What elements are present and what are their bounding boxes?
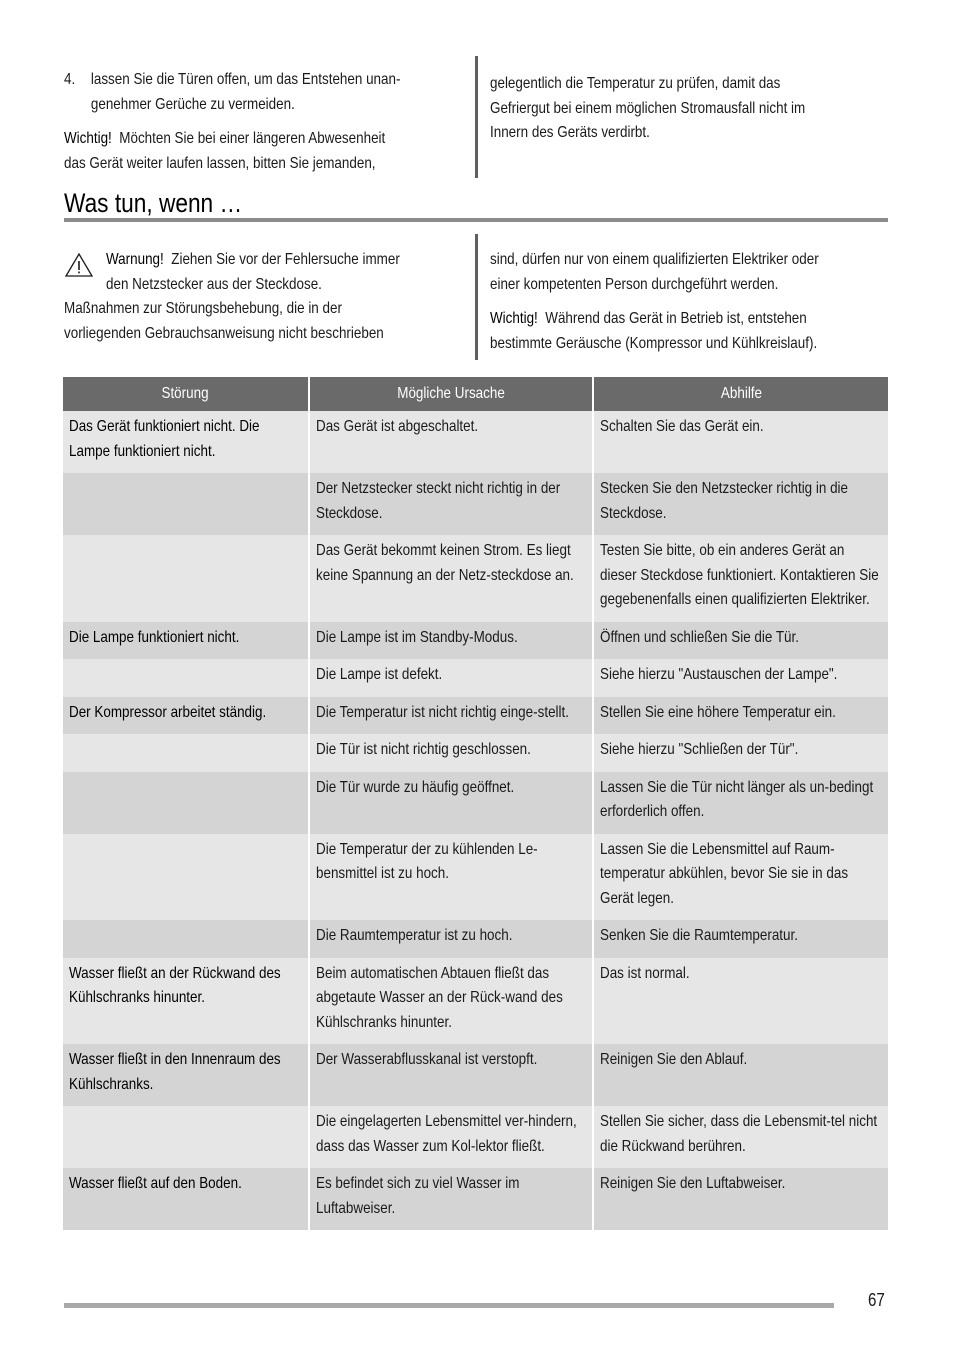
remedy-cell-text: Stellen Sie sicher, dass die Lebensmit-tel nicht die Rückwand berühren. [600,1113,878,1155]
remedy-cell-text: Stellen Sie eine höhere Temperatur ein. [600,703,836,721]
cause-cell [309,411,593,473]
important-text: das Gerät weiter laufen lassen, bitten Sie jemanden, [64,154,376,172]
remedy-cell [593,535,888,622]
problem-cell [63,772,309,834]
table-row [63,734,888,772]
table-row [63,473,888,535]
problem-cell [63,659,309,697]
problem-cell-text: Wasser fließt auf den Boden. [69,1175,242,1192]
problem-cell [63,473,309,535]
cause-cell [309,697,593,735]
cause-cell-text: Die Tür wurde zu häufig geöffnet. [316,778,515,796]
warning-line: Maßnahmen zur Störungsbehebung, die in der [64,300,342,317]
table-body [63,411,888,1230]
remedy-cell-text: Lassen Sie die Lebensmittel auf Raum-temperatur abkühlen, bevor Sie sie in das Gerät legen. [600,840,849,907]
page-number: 67 [868,1290,885,1310]
body-text: Innern des Geräts verdirbt. [490,124,650,141]
table-header-row [63,377,888,411]
problem-cell [63,958,309,1045]
table-row [63,1044,888,1106]
remedy-cell-text: Öffnen und schließen Sie die Tür. [600,628,799,646]
remedy-cell [593,1044,888,1106]
intro-left-column [64,68,460,176]
cause-cell [309,958,593,1045]
problem-cell [63,697,309,735]
problem-cell-text: Wasser fließt in den Innenraum des Kühlschranks. [69,1051,281,1093]
column-header-stoerung: Störung [63,377,309,411]
table-row [63,772,888,834]
cause-cell-text: Die eingelagerten Lebensmittel ver-hindern, dass das Wasser zum Kol-lektor fließt. [316,1113,577,1155]
cause-cell [309,772,593,834]
problem-cell [63,920,309,958]
problem-cell [63,622,309,660]
cause-cell-text: Die Tür ist nicht richtig geschlossen. [316,741,531,758]
section-title: Was tun, wenn … [64,188,243,218]
warning-line: den Netzstecker aus der Steckdose. [106,275,322,293]
cause-cell-text: Die Lampe ist im Standby-Modus. [316,628,518,646]
cause-cell-text: Die Temperatur der zu kühlenden Le-bensmittel ist zu hoch. [316,840,538,882]
problem-cell [63,734,309,772]
list-item-number: 4. [64,71,76,88]
important-label: Wichtig! [64,130,112,147]
remedy-cell-text: Lassen Sie die Tür nicht länger als un-bedingt erforderlich offen. [600,778,874,820]
body-text: Gefriergut bei einem möglichen Stromausfall nicht im [490,99,806,117]
warning-line: einer kompetenten Person durchgeführt werden. [490,275,779,293]
warning-line: sind, dürfen nur von einem qualifizierten Elektriker oder [490,251,819,268]
warning-label: Warnung! [106,251,164,268]
table-row [63,535,888,622]
warning-line: vorliegenden Gebrauchsanweisung nicht beschrieben [64,324,384,342]
remedy-cell [593,772,888,834]
important-label: Wichtig! [490,310,538,327]
warning-block [64,248,536,346]
remedy-cell [593,958,888,1045]
problem-cell [63,1044,309,1106]
body-text: gelegentlich die Temperatur zu prüfen, damit das [490,75,781,92]
cause-cell-text: Das Gerät ist abgeschaltet. [316,418,479,435]
cause-cell-text: Der Netzstecker steckt nicht richtig in der Steckdose. [316,480,561,522]
list-item-text: genehmer Gerüche zu vermeiden. [90,95,295,113]
table-row [63,1168,888,1230]
cause-cell [309,1168,593,1230]
cause-cell-text: Der Wasserabflusskanal ist verstopft. [316,1051,538,1068]
warning-line: Ziehen Sie vor der Fehlersuche immer [171,251,400,268]
remedy-cell-text: Senken Sie die Raumtemperatur. [600,927,798,944]
list-item-text: lassen Sie die Türen offen, um das Entstehen unan- [90,71,401,88]
remedy-cell-text: Siehe hierzu "Schließen der Tür". [600,741,799,758]
section-title-rule [64,218,888,222]
cause-cell [309,659,593,697]
remedy-cell [593,411,888,473]
important-text: Während das Gerät in Betrieb ist, entstehen [545,310,807,327]
remedy-cell-text: Reinigen Sie den Ablauf. [600,1051,748,1068]
remedy-cell-text: Siehe hierzu "Austauschen der Lampe". [600,666,838,683]
problem-cell [63,411,309,473]
cause-cell-text: Es befindet sich zu viel Wasser im Luftabweiser. [316,1175,520,1217]
cause-cell-text: Die Raumtemperatur ist zu hoch. [316,927,513,944]
table-row [63,697,888,735]
problem-cell [63,834,309,921]
problem-cell [63,535,309,622]
cause-cell [309,1044,593,1106]
column-header-abhilfe: Abhilfe [593,377,888,411]
table-row [63,958,888,1045]
warning-text [64,248,460,273]
remedy-cell [593,622,888,660]
problem-cell-text: Die Lampe funktioniert nicht. [69,628,240,646]
column-header-ursache: Mögliche Ursache [309,377,593,411]
table-row [63,411,888,473]
intro-right-column [490,72,886,146]
list-item [64,68,460,117]
remedy-cell [593,473,888,535]
footer-rule [64,1303,834,1308]
cause-cell [309,473,593,535]
table-row [63,659,888,697]
remedy-cell [593,659,888,697]
remedy-cell [593,734,888,772]
remedy-cell [593,697,888,735]
cause-cell-text: Beim automatischen Abtauen fließt das abgetaute Wasser an der Rück-wand des Kühlschranks hinunter. [316,964,563,1031]
problem-cell [63,1106,309,1168]
problem-cell [63,1168,309,1230]
table-row [63,834,888,921]
troubleshooting-table [63,377,888,1230]
cause-cell [309,734,593,772]
remedy-cell-text: Schalten Sie das Gerät ein. [600,418,764,435]
important-text: bestimmte Geräusche (Kompressor und Kühlkreislauf). [490,334,818,352]
cause-cell [309,834,593,921]
cause-cell [309,920,593,958]
remedy-cell-text: Stecken Sie den Netzstecker richtig in die Steckdose. [600,480,849,522]
cause-cell [309,622,593,660]
remedy-cell [593,834,888,921]
cause-cell-text: Die Lampe ist defekt. [316,666,443,683]
remedy-cell [593,1168,888,1230]
table-row [63,920,888,958]
column-separator [475,56,478,178]
important-note [64,127,460,152]
warning-right-column [490,248,886,356]
problem-cell-text: Der Kompressor arbeitet ständig. [69,703,267,721]
cause-cell-text: Die Temperatur ist nicht richtig einge-stellt. [316,703,569,721]
remedy-cell [593,920,888,958]
remedy-cell [593,1106,888,1168]
important-note [490,307,886,332]
problem-cell-text: Wasser fließt an der Rückwand des Kühlschranks hinunter. [69,964,281,1006]
remedy-cell-text: Das ist normal. [600,964,690,982]
table-row [63,622,888,660]
table-row [63,1106,888,1168]
remedy-cell-text: Testen Sie bitte, ob ein anderes Gerät an dieser Steckdose funktioniert. Kontaktieren Sie gegebenenfalls einen qualifizierten Elektriker. [600,542,879,608]
remedy-cell-text: Reinigen Sie den Luftabweiser. [600,1175,786,1192]
problem-cell-text: Das Gerät funktioniert nicht. Die Lampe funktioniert nicht. [69,418,260,460]
cause-cell-text: Das Gerät bekommt keinen Strom. Es liegt keine Spannung an der Netz-steckdose an. [316,542,574,584]
column-separator [475,234,478,360]
important-text: Möchten Sie bei einer längeren Abwesenheit [119,130,386,147]
cause-cell [309,1106,593,1168]
cause-cell [309,535,593,622]
